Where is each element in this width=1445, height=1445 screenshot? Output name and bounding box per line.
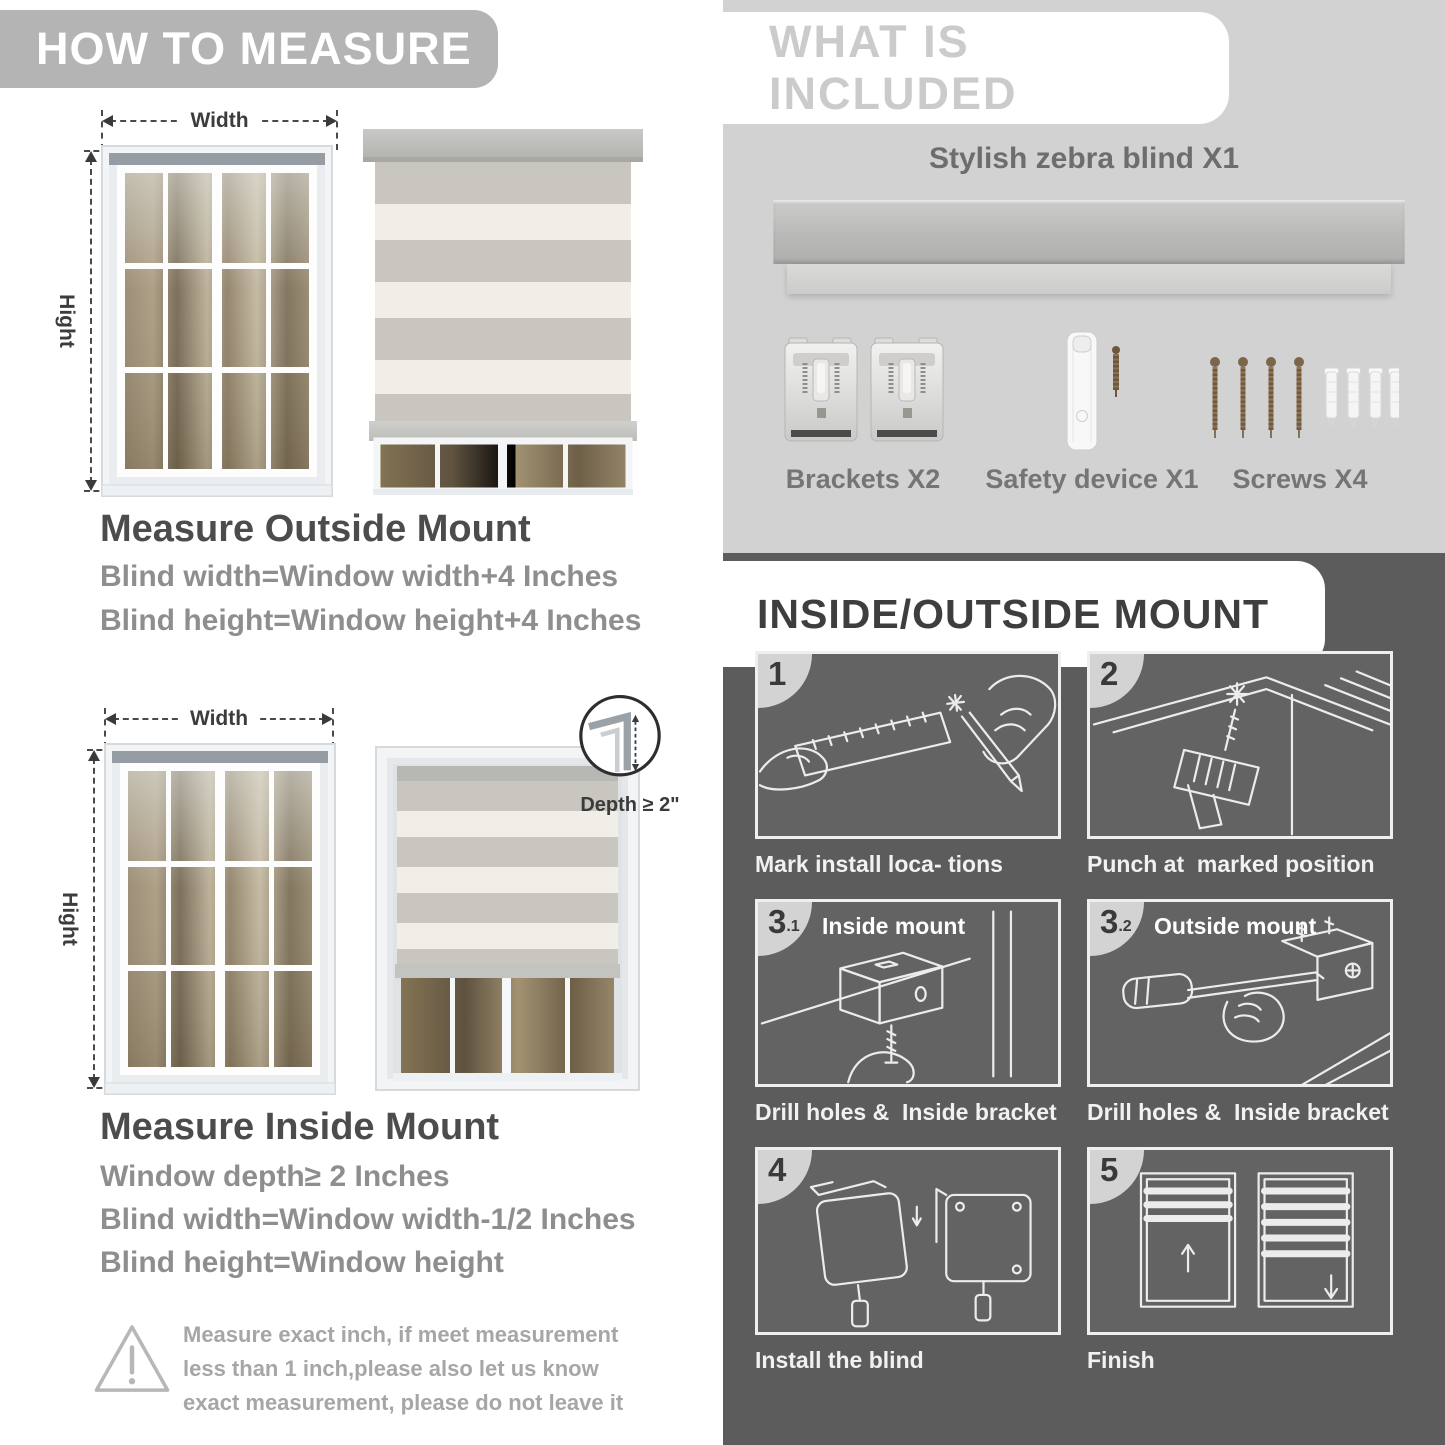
width-label: Width — [180, 109, 258, 133]
step-1-panel — [755, 651, 1061, 839]
arrow-right-icon — [326, 115, 337, 127]
step-number: 5 — [1100, 1151, 1119, 1188]
arrow-down-icon — [85, 480, 97, 491]
zebra-blind-illustration — [363, 123, 643, 497]
how-to-measure-title: HOW TO MEASURE — [36, 23, 472, 74]
step-1-caption: Mark install loca- tions — [755, 851, 1003, 877]
product-label: Stylish zebra blind X1 — [928, 142, 1240, 175]
step-3-1-panel — [755, 899, 1061, 1087]
outside-mount-rule-1: Blind width=Window width+4 Inches — [100, 560, 619, 593]
step-2-caption: Punch at marked position — [1087, 851, 1375, 877]
mount-step-4 — [755, 1147, 1067, 1375]
mount-section-title: INSIDE/OUTSIDE MOUNT — [757, 590, 1270, 637]
screws-icon — [1203, 352, 1399, 444]
mount-step-1 — [755, 651, 1067, 879]
step-4-caption: Install the blind — [755, 1347, 924, 1373]
step-number: 4 — [768, 1151, 787, 1188]
mount-step-3-1 — [755, 899, 1067, 1127]
zebra-blind-cassette-image — [773, 200, 1405, 264]
mount-step-3-2 — [1087, 899, 1399, 1127]
step-2-panel — [1087, 651, 1393, 839]
depth-magnifier-icon — [574, 692, 666, 794]
step-number: 2 — [1100, 655, 1119, 692]
outside-mount-title: Measure Outside Mount — [100, 508, 531, 550]
safety-device-label: Safety device X1 — [985, 464, 1199, 494]
height-label: Hight — [54, 286, 78, 356]
what-is-included-title: WHAT IS INCLUDED — [769, 16, 1018, 119]
what-is-included-section — [723, 0, 1445, 553]
step-number: 3 — [768, 903, 787, 940]
arrow-left-icon — [105, 713, 116, 725]
step-number: 3 — [1100, 903, 1119, 940]
step-5-caption: Finish — [1087, 1347, 1155, 1373]
inside-mount-rule-1: Window depth≥ 2 Inches — [100, 1160, 450, 1193]
width-arrow — [102, 108, 337, 134]
mount-instructions-section — [723, 553, 1445, 1445]
step-4-panel — [755, 1147, 1061, 1335]
bracket-icon — [783, 336, 945, 448]
what-is-included-header — [723, 12, 1229, 124]
how-to-measure-header — [0, 10, 498, 88]
window-illustration — [103, 743, 337, 1095]
window-illustration — [100, 145, 334, 497]
height-label: Hight — [57, 884, 81, 954]
step-subnumber: .2 — [1118, 918, 1132, 935]
inside-mount-rule-3: Blind height=Window height — [100, 1246, 504, 1279]
measure-warning-text: Measure exact inch, if meet measurement less than 1 inch,please also let us know exact measurement, please do not leave it — [183, 1322, 624, 1416]
mount-steps-grid — [755, 651, 1399, 1395]
safety-device-icon — [1041, 328, 1136, 456]
arrow-up-icon — [88, 750, 100, 761]
step-inline-label: Outside mount — [1154, 913, 1317, 939]
width-arrow — [105, 706, 333, 732]
screws-label: Screws X4 — [1232, 464, 1368, 494]
step-3-2-caption: Drill holes & Inside bracket — [1087, 1099, 1389, 1125]
inside-mount-figure — [30, 698, 680, 1108]
mount-step-2 — [1087, 651, 1399, 879]
outside-mount-rule-2: Blind height=Window height+4 Inches — [100, 604, 642, 637]
height-arrow-line — [93, 758, 95, 1080]
inside-mount-title: Measure Inside Mount — [100, 1106, 500, 1148]
arrow-up-icon — [85, 151, 97, 162]
outside-mount-figure — [30, 105, 655, 497]
step-3-2-panel — [1087, 899, 1393, 1087]
mount-step-5 — [1087, 1147, 1399, 1375]
step-3-1-caption: Drill holes & Inside bracket — [755, 1099, 1057, 1125]
depth-label: Depth ≥ 2" — [580, 794, 680, 816]
inside-mount-rule-2: Blind width=Window width-1/2 Inches — [100, 1203, 636, 1236]
arrow-right-icon — [322, 713, 333, 725]
step-5-panel — [1087, 1147, 1393, 1335]
arrow-left-icon — [102, 115, 113, 127]
height-arrow-line — [90, 159, 92, 483]
width-label: Width — [180, 707, 258, 731]
zebra-blind-rail-image — [787, 264, 1391, 294]
step-number: 1 — [768, 655, 787, 692]
warning-triangle-icon — [92, 1316, 172, 1402]
step-subnumber: .1 — [786, 918, 800, 935]
arrow-down-icon — [88, 1077, 100, 1088]
step-inline-label: Inside mount — [822, 913, 966, 939]
brackets-label: Brackets X2 — [785, 464, 941, 494]
